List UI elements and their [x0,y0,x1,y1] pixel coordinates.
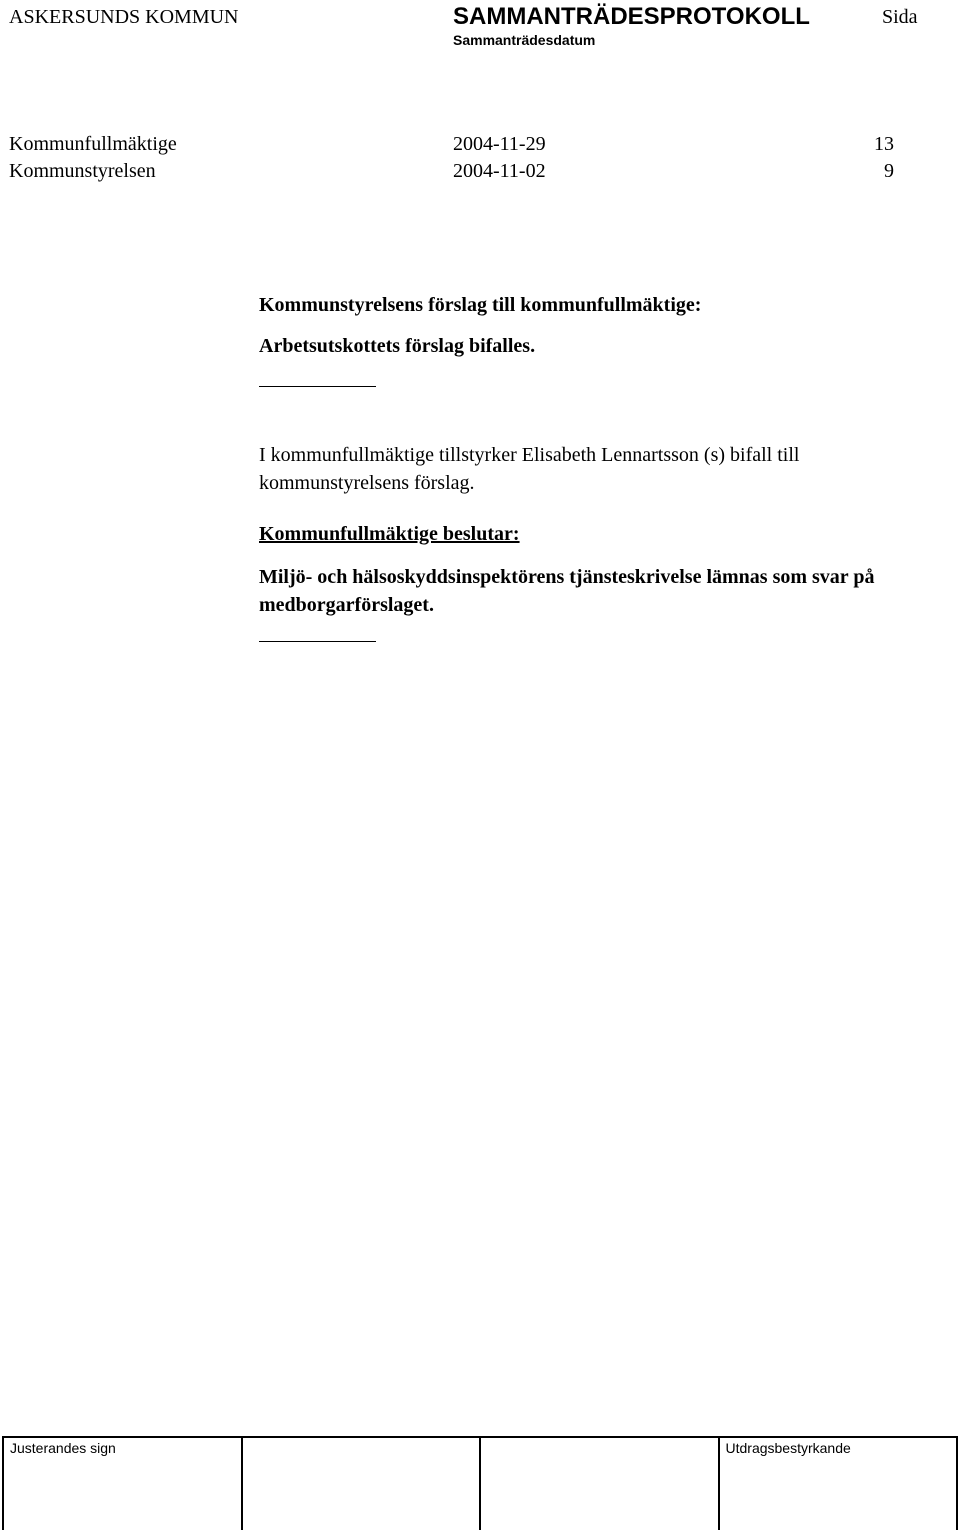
municipality-name: ASKERSUNDS KOMMUN [9,6,239,28]
meeting-date-2: 2004-11-02 [453,160,546,182]
decision-text: Miljö- och hälsoskyddsinspektörens tjänsteskrivelse lämnas som svar på medborgarförslaget. [259,566,875,616]
discussion-paragraph: I kommunfullmäktige tillstyrker Elisabeth Lennartsson (s) bifall till kommunstyrelsens förslag. [259,444,800,494]
meeting-date-label: Sammanträdesdatum [453,32,596,48]
signature-table [2,1436,958,1530]
meeting-date-1: 2004-11-29 [453,133,546,155]
meeting-page-1: 13 [874,133,894,155]
signature-cell-justerandes: Justerandes sign [4,1438,243,1530]
proposal-heading: Kommunstyrelsens förslag till kommunfullmäktige: [259,294,702,316]
separator-line [259,386,376,387]
proposal-text: Arbetsutskottets förslag bifalles. [259,335,536,357]
meeting-body-2: Kommunstyrelsen [9,160,156,182]
signature-cell [481,1438,720,1530]
signature-cell-utdragsbestyrkande: Utdragsbestyrkande [725,1440,851,1456]
decision-heading: Kommunfullmäktige beslutar: [259,523,520,545]
page-label: Sida [882,6,918,28]
separator-line [259,641,376,642]
document-title: SAMMANTRÄDESPROTOKOLL [453,3,810,30]
meeting-body-1: Kommunfullmäktige [9,133,177,155]
meeting-page-2: 9 [884,160,894,182]
signature-cell [243,1438,482,1530]
